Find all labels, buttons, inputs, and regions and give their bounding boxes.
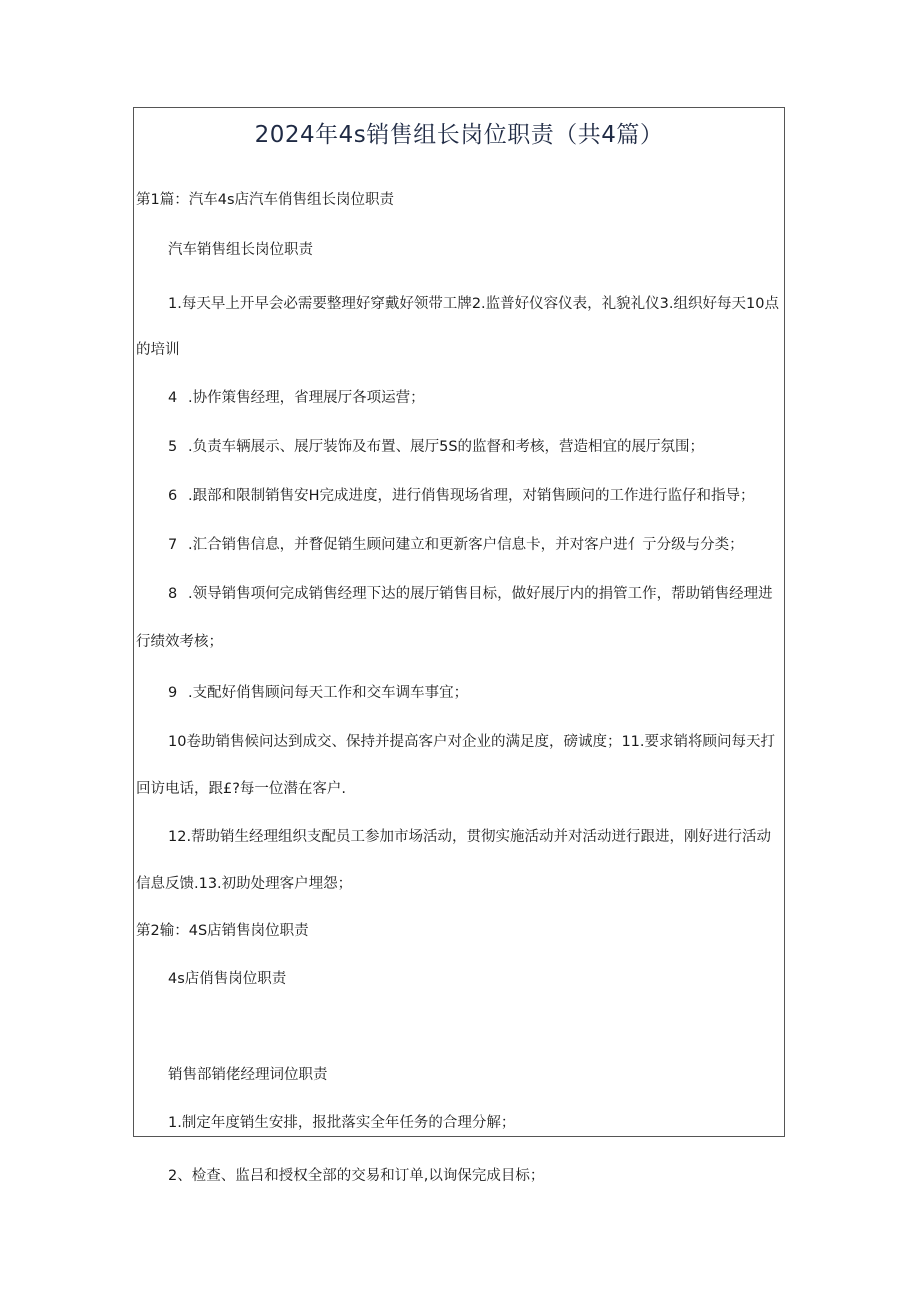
item8: [168, 584, 773, 604]
item5: [168, 437, 704, 457]
item10-line1: 10卷助销售候问达到成交、保持并提高客户对企业的满足度，磅诚度；11.要求销将顾问每天打: [168, 734, 776, 750]
item8-line2: 行绩效考核；: [136, 634, 223, 650]
section2-subtitle: 4s店俏售岗位职责: [168, 971, 287, 987]
s2-item1: 1.制定年度销生安排，报批落实全年任务的合理分解；: [168, 1115, 516, 1131]
item12-line1: 12.帮助销生经理组织支配员工参加市场活动，贯彻实施活动并对活动迸行跟进，刚好进行活动: [168, 829, 772, 845]
section2-heading: 第2输：4S店销售岗位职责: [136, 923, 309, 939]
item6-number: 6: [168, 488, 178, 504]
item6-text: .跟部和限制销售安H完成进度，进行俏售现场省理，对销售顾问的工作进行监仔和指导；: [188, 488, 755, 504]
item8-number: 8: [168, 586, 178, 602]
section2-dept: 销售部销佬经理词位职责: [168, 1067, 328, 1083]
item10-line2: 回访电话，跟£?每一位潜在客户.: [136, 781, 347, 797]
document-title: 2024年4s销售组长岗位职责（共4篇）: [254, 122, 664, 148]
item7-text: .汇合销售信息，并瞀促销生顾问建立和更新客户信息卡，并对客户进亻亍分级与分类；: [188, 537, 744, 553]
item12-line2: 信息反馈.13.初助处理客户埋怨；: [136, 876, 353, 892]
section1-subtitle: 汽车销售组长岗位职责: [168, 242, 313, 258]
item1-line2: 的培训: [136, 342, 180, 358]
item9: [168, 683, 468, 703]
item5-text: .负责车辆展示、展厅装饰及布置、展厅5S的监督和考核，营造相宜的展厅氛围；: [188, 439, 705, 455]
section1-heading: 第1篇：汽车4s店汽车俏售组长岗位职责: [136, 192, 395, 208]
item6: [168, 486, 755, 506]
item1-line1: 1.每天早上开早会必需要整理好穿戴好领带工牌2.监普好仪容仪表，礼貌礼仪3.组织好每天10点: [168, 296, 779, 312]
s2-item2: 2、检查、监吕和授权全部的交易和订单,以询保完成目标；: [168, 1168, 545, 1184]
item4: [168, 388, 425, 408]
item4-number: 4: [168, 390, 178, 406]
item7-number: 7: [168, 537, 178, 553]
item7: [168, 535, 744, 555]
item5-number: 5: [168, 439, 178, 455]
item4-text: .协作策售经理，省理展厅各项运营；: [188, 390, 425, 406]
item8-text: .领导销售项何完成销售经理下达的展厅销售目标，做好展厅内的捐管工作，帮助销售经理进: [188, 586, 773, 602]
item9-number: 9: [168, 685, 178, 701]
item9-text: .支配好俏售顾问每天工作和交车调车事宜；: [188, 685, 469, 701]
